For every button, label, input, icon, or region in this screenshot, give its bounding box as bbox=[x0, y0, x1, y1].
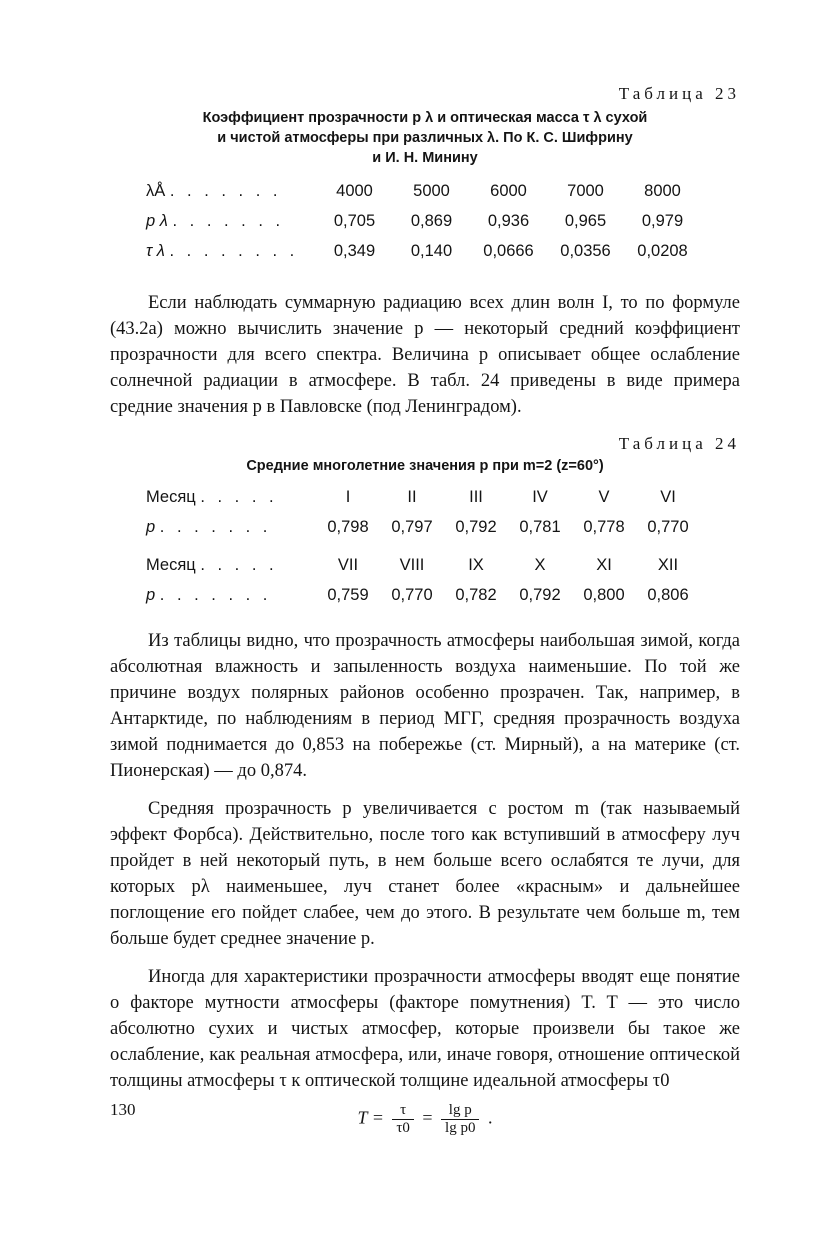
table-cell: II bbox=[407, 487, 417, 506]
row-label: p λ bbox=[146, 211, 168, 230]
table-cell: 0,0666 bbox=[483, 241, 534, 260]
table-cell: 0,782 bbox=[455, 585, 497, 604]
table-cell: X bbox=[534, 555, 546, 574]
table-cell: 0,792 bbox=[519, 585, 561, 604]
table23 bbox=[146, 176, 701, 266]
table23-caption-line-3: и И. Н. Минину bbox=[372, 150, 478, 166]
table-cell: 0,778 bbox=[583, 517, 625, 536]
formula-period: . bbox=[487, 1107, 493, 1128]
table-cell: 0,140 bbox=[410, 241, 453, 260]
table23-caption-line-2: и чистой атмосферы при различных λ. По К. С. Шифрину bbox=[217, 130, 633, 146]
formula-lhs: T = bbox=[357, 1107, 384, 1128]
table-cell: IX bbox=[468, 555, 484, 574]
page-number: 130 bbox=[110, 1100, 136, 1119]
page-body bbox=[110, 84, 740, 1137]
table-cell: 0,936 bbox=[487, 211, 530, 230]
table-cell: III bbox=[469, 487, 483, 506]
table-cell: 0,770 bbox=[391, 585, 433, 604]
paragraph-2: Из таблицы видно, что прозрачность атмосферы наибольшая зимой, когда абсолютная влажность и запыленность воздуха наименьшие. По той же причине воздух полярных районов особенно прозрачен. Так, например, в Антарктиде, по наблюдениям в период МГГ, средняя прозрачность воздуха зимой поднимается до 0,853 на побережье (ст. Мирный), а на материке (ст. Пионерская) — до 0,874. bbox=[110, 631, 740, 781]
table-cell: VIII bbox=[399, 555, 425, 574]
table23-caption bbox=[110, 108, 740, 168]
leader-dots: . . . . . . . . bbox=[169, 241, 299, 260]
table-cell: 0,792 bbox=[455, 517, 497, 536]
table-cell: 0,781 bbox=[519, 517, 561, 536]
table-cell: 7000 bbox=[567, 181, 604, 200]
leader-dots: . . . . . . . bbox=[172, 211, 285, 230]
leader-dots: . . . . . . . bbox=[169, 181, 282, 200]
row-label: p bbox=[146, 517, 156, 536]
table-cell: 0,869 bbox=[410, 211, 453, 230]
table-cell: 0,759 bbox=[327, 585, 369, 604]
table-cell: VII bbox=[337, 555, 359, 574]
table-cell: I bbox=[345, 487, 351, 506]
formula-turbidity bbox=[110, 1102, 740, 1137]
row-label: Месяц bbox=[146, 487, 196, 506]
table-row bbox=[146, 512, 700, 542]
table-cell: 0,705 bbox=[333, 211, 376, 230]
paragraph-4: Иногда для характеристики прозрачности атмосферы вводят еще понятие о факторе мутности атмосферы (факторе помутнения) T. T — это число абсолютно сухих и чистых атмосфер, которые произвели бы такое же ослабление, как реальная атмосфера, или, иначе говоря, отношение оптической толщины атмосферы τ к оптической толщине идеальной атмосферы τ0 bbox=[110, 967, 740, 1091]
table-cell: 6000 bbox=[490, 181, 527, 200]
row-label: λÅ bbox=[146, 181, 166, 200]
table-cell: 0,798 bbox=[327, 517, 369, 536]
row-label: Месяц bbox=[146, 555, 196, 574]
fraction-numerator: lg p bbox=[441, 1102, 479, 1120]
table-cell: V bbox=[598, 487, 610, 506]
leader-dots: . . . . . . . bbox=[159, 585, 272, 604]
table-cell: 4000 bbox=[336, 181, 373, 200]
table-cell: 0,770 bbox=[647, 517, 689, 536]
fraction-tau bbox=[392, 1102, 414, 1137]
fraction-log bbox=[441, 1102, 479, 1137]
table-cell: 0,0356 bbox=[560, 241, 611, 260]
table24 bbox=[146, 482, 700, 610]
table-cell: 0,806 bbox=[647, 585, 689, 604]
fraction-denominator: lg p0 bbox=[445, 1120, 476, 1136]
table24-label: Таблица 24 bbox=[618, 434, 740, 453]
table-row bbox=[146, 482, 700, 512]
table-cell: 0,349 bbox=[333, 241, 376, 260]
table-cell: 0,797 bbox=[391, 517, 433, 536]
table-row bbox=[146, 236, 701, 266]
table23-label: Таблица 23 bbox=[618, 84, 740, 103]
table-cell: 0,979 bbox=[641, 211, 684, 230]
table-cell: 5000 bbox=[413, 181, 450, 200]
table-cell: XI bbox=[596, 555, 612, 574]
table-cell: 0,800 bbox=[583, 585, 625, 604]
table-row bbox=[146, 206, 701, 236]
paragraph-1: Если наблюдать суммарную радиацию всех длин волн I, то по формуле (43.2а) можно вычислить значение p — некоторый средний коэффициент прозрачности для всего спектра. Величина p описывает общее ослабление солнечной радиации в атмосфере. В табл. 24 приведены в виде примера средние значения p в Павловске (под Ленинградом). bbox=[110, 293, 740, 417]
table-row bbox=[146, 542, 700, 580]
fraction-numerator: τ bbox=[392, 1102, 414, 1120]
formula-equals: = bbox=[422, 1107, 433, 1128]
table23-caption-line-1: Коэффициент прозрачности p λ и оптическая масса τ λ сухой bbox=[202, 110, 648, 126]
table-cell: 0,965 bbox=[564, 211, 607, 230]
table-cell: 0,0208 bbox=[637, 241, 688, 260]
row-label: τ λ bbox=[146, 241, 165, 260]
paragraph-3: Средняя прозрачность p увеличивается с ростом m (так называемый эффект Форбса). Действительно, после того как вступивший в атмосферу луч пройдет в ней некоторый путь, в нем больше всего ослабятся те лучи, для которых pλ наименьшее, луч станет более «красным» и дальнейшее поглощение его пойдет слабее, чем до этого. В результате чем больше m, тем больше будет среднее значение p. bbox=[110, 799, 740, 949]
table-cell: VI bbox=[660, 487, 676, 506]
table-cell: XII bbox=[657, 555, 679, 574]
leader-dots: . . . . . bbox=[200, 487, 278, 506]
leader-dots: . . . . . bbox=[200, 555, 278, 574]
table-row bbox=[146, 580, 700, 610]
table-row bbox=[146, 176, 701, 206]
table-cell: 8000 bbox=[644, 181, 681, 200]
fraction-denominator: τ0 bbox=[396, 1120, 410, 1136]
row-label: p bbox=[146, 585, 156, 604]
table-cell: IV bbox=[532, 487, 548, 506]
leader-dots: . . . . . . . bbox=[159, 517, 272, 536]
table24-caption: Средние многолетние значения p при m=2 (z=60°) bbox=[246, 458, 604, 474]
